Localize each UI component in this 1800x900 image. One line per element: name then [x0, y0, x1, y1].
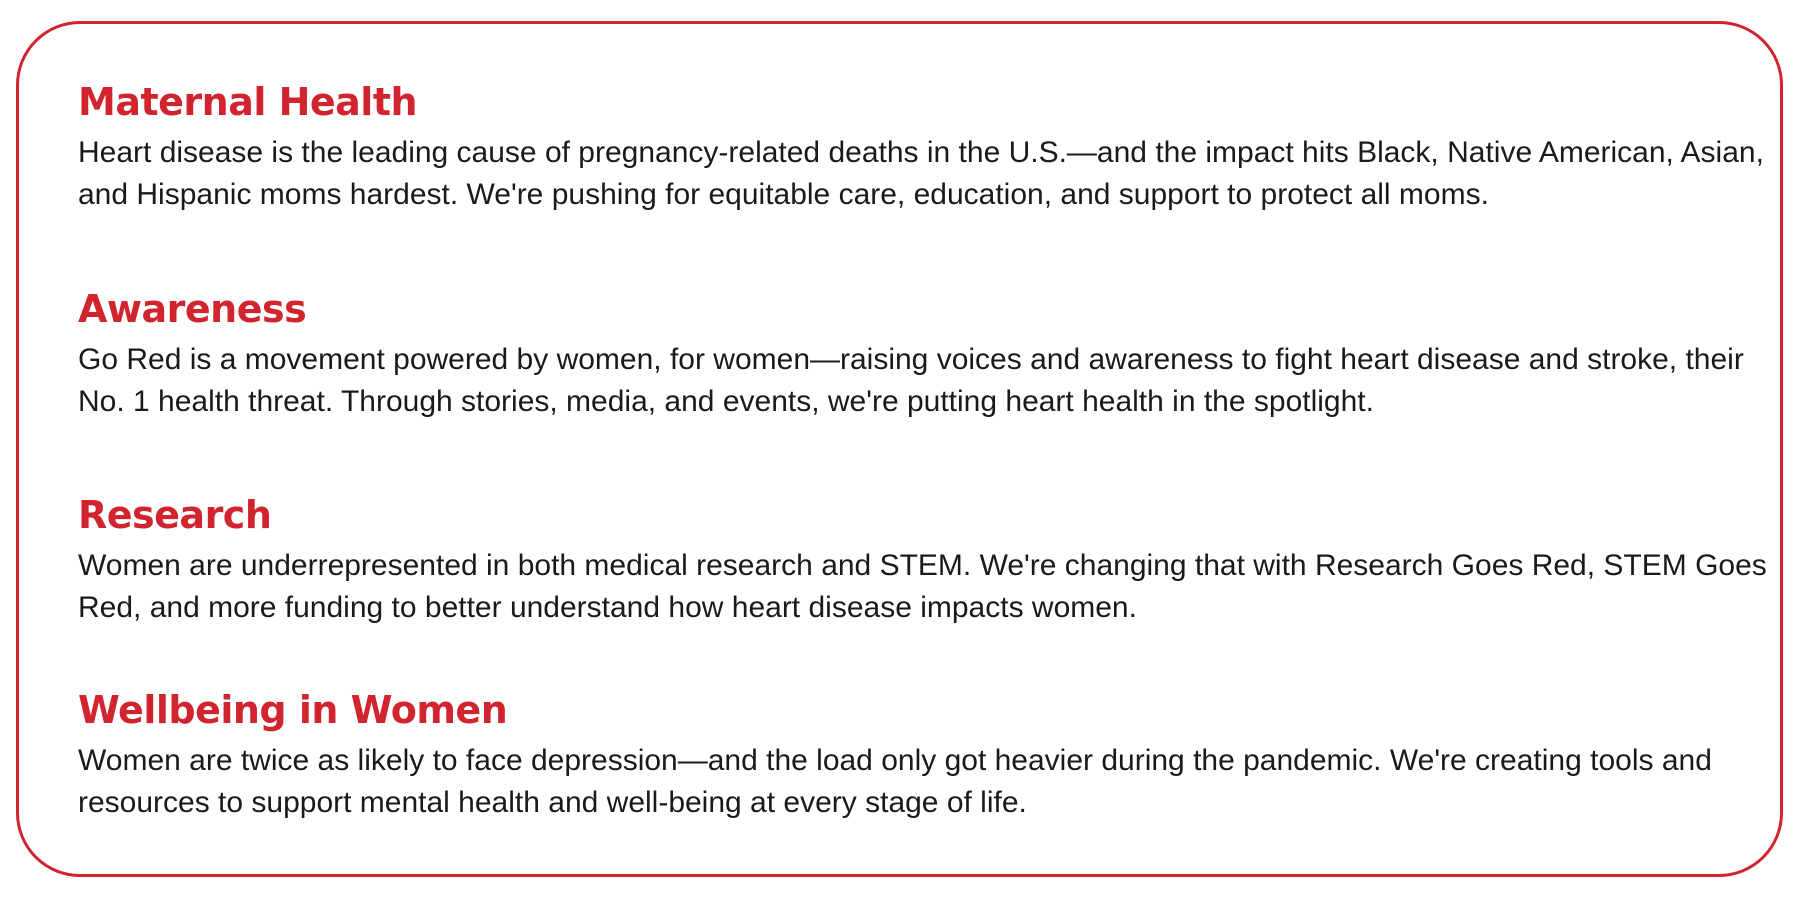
section-body: Heart disease is the leading cause of pregnancy-related deaths in the U.S.—and the impact hits Black, Native American, Asian, and Hispanic moms hardest. We're pushing for equitable care, education, and support to protect all moms.: [78, 136, 1764, 211]
section-wellbeing-in-women: [78, 687, 1768, 824]
section-body: Women are underrepresented in both medical research and STEM. We're changing that with Research Goes Red, STEM Goes Red, and more funding to better understand how heart disease impacts women.: [78, 549, 1767, 624]
section-body: Women are twice as likely to face depression—and the load only got heavier during the pandemic. We're creating tools and resources to support mental health and well-being at every stage of life.: [78, 744, 1712, 819]
section-awareness: [78, 286, 1768, 423]
section-heading: Awareness: [78, 287, 307, 331]
section-heading: Research: [78, 493, 272, 537]
section-research: [78, 492, 1768, 629]
info-card: [16, 21, 1783, 877]
section-heading: Maternal Health: [78, 80, 418, 124]
section-heading: Wellbeing in Women: [78, 688, 508, 732]
section-body: Go Red is a movement powered by women, for women—raising voices and awareness to fight heart disease and stroke, their No. 1 health threat. Through stories, media, and events, we're putting heart health in the spotlight.: [78, 343, 1744, 418]
section-maternal-health: [78, 79, 1768, 216]
